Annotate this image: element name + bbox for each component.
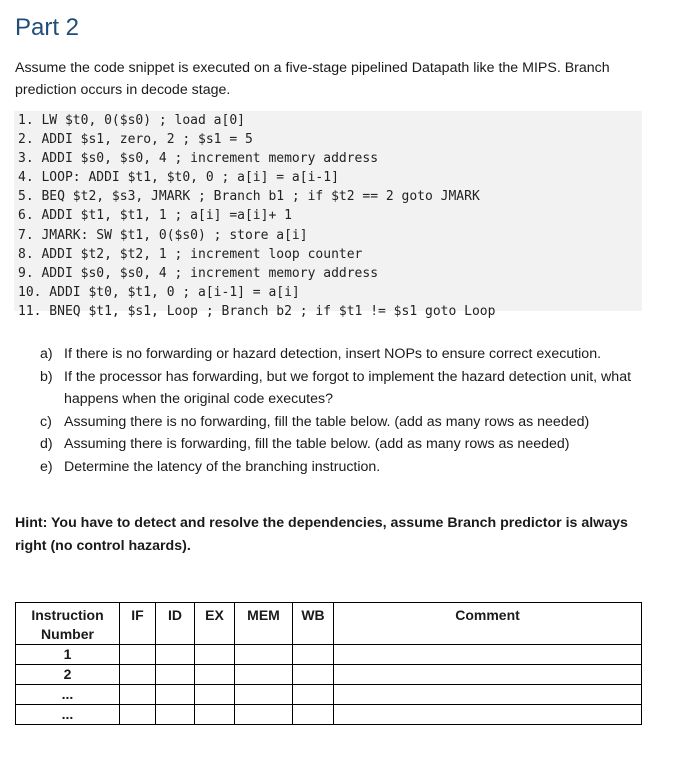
mem-cell[interactable] [235,685,293,705]
table-row [16,645,642,665]
comment-cell[interactable] [334,705,642,725]
mem-cell[interactable] [235,705,293,725]
instruction-number-cell: ... [16,685,120,705]
code-line: 6. ADDI $t1, $t1, 1 ; a[i] =a[i]+ 1 [18,208,292,224]
intro-paragraph: Assume the code snippet is executed on a five-stage pipelined Datapath like the MIPS. Branch prediction occurs in decode stage. [15,60,610,98]
id-cell[interactable] [156,645,195,665]
question-d [40,433,650,456]
question-text: Assuming there is no forwarding, fill the table below. (add as many rows as needed) [64,413,590,430]
question-text: Determine the latency of the branching instruction. [64,458,381,475]
question-text: If the processor has forwarding, but we forgot to implement the hazard detection unit, what happens when the original code executes? [64,368,632,407]
if-cell[interactable] [120,685,156,705]
header-wb: WB [293,603,334,645]
question-list [40,343,650,478]
question-text: Assuming there is forwarding, fill the table below. (add as many rows as needed) [64,436,570,452]
comment-cell[interactable] [334,685,642,705]
code-line: 3. ADDI $s0, $s0, 4 ; increment memory address [18,151,379,167]
question-c [40,411,650,434]
question-label: e) [40,458,53,475]
wb-cell[interactable] [293,645,334,665]
id-cell[interactable] [156,705,195,725]
id-cell[interactable] [156,665,195,685]
code-line: 8. ADDI $t2, $t2, 1 ; increment loop counter [18,246,363,262]
code-line: 2. ADDI $s1, zero, 2 ; $s1 = 5 [18,132,253,148]
id-cell[interactable] [156,685,195,705]
code-line: 5. BEQ $t2, $s3, JMARK ; Branch b1 ; if $t2 == 2 goto JMARK [18,189,480,205]
table-row [16,705,642,725]
table-row [16,665,642,685]
table-row [16,685,642,705]
question-a [40,343,650,366]
wb-cell[interactable] [293,685,334,705]
question-label: b) [40,368,53,385]
if-cell[interactable] [120,705,156,725]
header-mem: MEM [235,603,293,645]
header-ex: EX [195,603,235,645]
ex-cell[interactable] [195,685,235,705]
wb-cell[interactable] [293,665,334,685]
instruction-number-cell: 2 [16,665,120,685]
wb-cell[interactable] [293,705,334,725]
question-text: If there is no forwarding or hazard detection, insert NOPs to ensure correct execution. [64,346,602,362]
code-line: 1. LW $t0, 0($s0) ; load a[0] [18,113,245,128]
question-b [40,366,650,411]
header-instruction-number: Instruction Number [16,603,120,645]
header-if: IF [120,603,156,645]
if-cell[interactable] [120,645,156,665]
question-label: a) [40,346,53,362]
code-line: 9. ADDI $s0, $s0, 4 ; increment memory address [18,265,379,281]
instruction-number-cell: ... [16,705,120,725]
mem-cell[interactable] [235,645,293,665]
instruction-number-cell: 1 [16,645,120,665]
code-line: 4. LOOP: ADDI $t1, $t0, 0 ; a[i] = a[i-1] [18,170,339,186]
pipeline-table [15,602,642,725]
code-block [14,111,642,319]
ex-cell[interactable] [195,665,235,685]
ex-cell[interactable] [195,645,235,665]
question-label: c) [40,413,52,430]
header-id: ID [156,603,195,645]
mem-cell[interactable] [235,665,293,685]
hint-text: Hint: You have to detect and resolve the dependencies, assume Branch predictor is always right (no control hazards). [15,515,628,554]
code-line: 11. BNEQ $t1, $s1, Loop ; Branch b2 ; if $t1 != $s1 goto Loop [18,303,496,319]
comment-cell[interactable] [334,665,642,685]
question-label: d) [40,436,53,452]
code-line: 7. JMARK: SW $t1, 0($s0) ; store a[i] [18,227,308,243]
comment-cell[interactable] [334,645,642,665]
question-e [40,456,650,479]
ex-cell[interactable] [195,705,235,725]
if-cell[interactable] [120,665,156,685]
page-title: Part 2 [15,14,80,41]
code-line: 10. ADDI $t0, $t1, 0 ; a[i-1] = a[i] [18,284,300,300]
header-comment: Comment [334,603,642,645]
table-header-row [16,603,642,645]
